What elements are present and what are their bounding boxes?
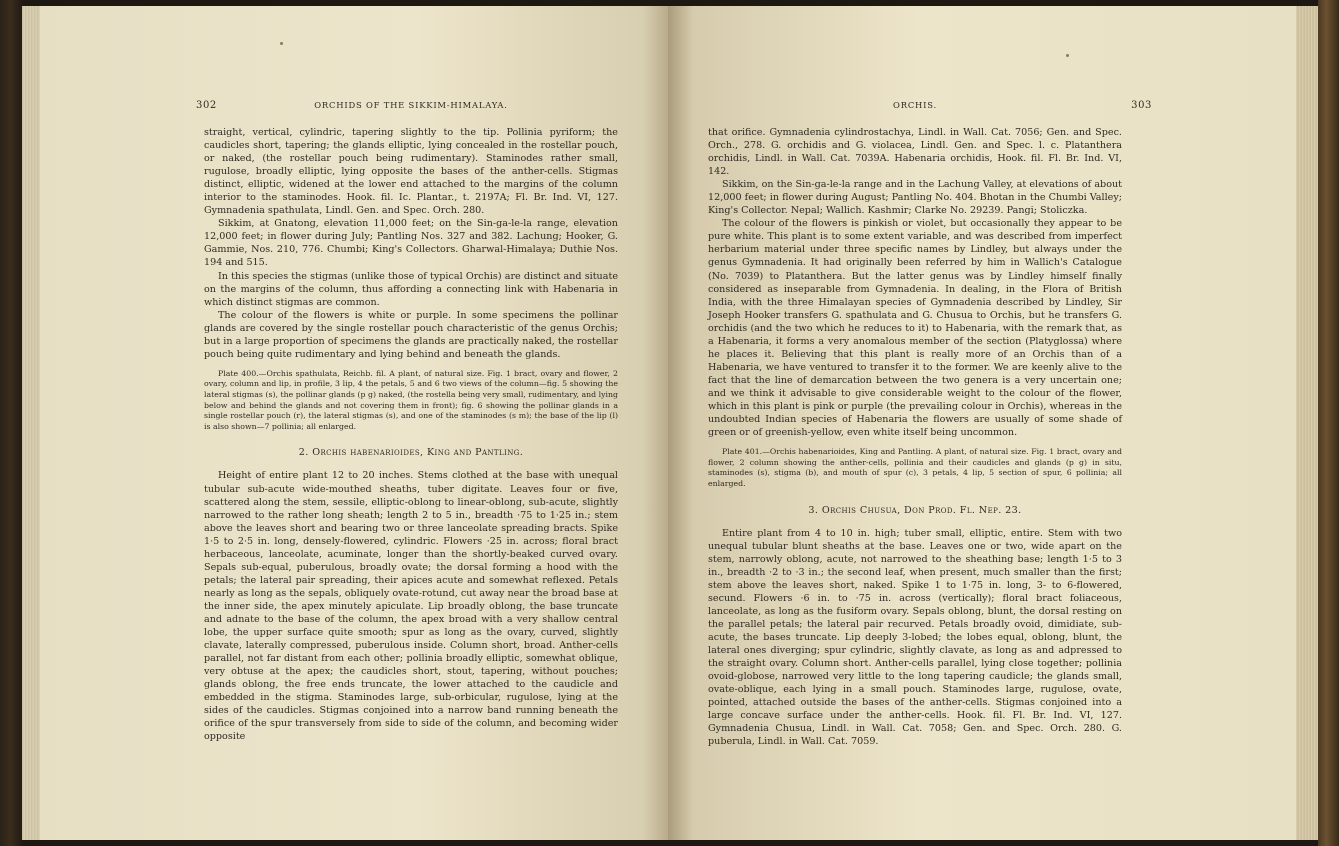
- paragraph: The colour of the flowers is white or purple. In some specimens the pollinar glands are covered by the single rostellar pouch characteristic of the genus Orchis; but in a large proportion of specimens the glands are practically naked, the rostellar pouch being quite rudimentary and lying behind and beneath the glands.: [204, 309, 618, 360]
- running-title-right: ORCHIS.: [893, 100, 937, 110]
- left-page-text: [204, 126, 618, 743]
- paragraph: that orifice. Gymnadenia cylindrostachya, Lindl. in Wall. Cat. 7056; Gen. and Spec. Orch., 278. G. orchidis and G. violacea, Lindl. Gen. and Spec. l. c. Platanthera orchidis, Lindl. in Wall. Cat. 7039A. Habenaria orchidis, Hook. fil. Fl. Br. Ind. VI, 142.: [708, 127, 1122, 178]
- right-page: [668, 6, 1296, 840]
- species-description: Height of entire plant 12 to 20 inches. Stems clothed at the base with unequal tubular sub-acute wide-mouthed sheaths, tuber digitate. Leaves four or five, scattered along the stem, sessile, elliptic-oblong to linear-oblong, sub-acute, slightly narrowed to the rather long sheath; length 2 to 5 in., breadth ·75 to 1·25 in.; stem above the leaves short and bearing two or three lanceolate spreading bracts. Spike 1·5 to 2·5 in. long, densely-flowered, cylindric. Flowers ·25 in. across; floral bract herbaceous, lanceolate, acuminate, longer than the shortly-beaked curved ovary. Sepals sub-equal, puberulous, broadly ovate; the dorsal forming a hood with the petals; the lateral pair spreading, their apices acute and somewhat reflexed. Petals nearly as long as the sepals, obliquely ovate-rotund, cut away near the broad base at the inner side, the apex minutely apiculate. Lip broadly oblong, the base truncate and adnate to the base of the column, the apex broad with a very shallow central lobe, the upper surface quite smooth; spur as long as the ovary, curved, slightly clavate, laterally compressed, puberulous inside. Column short, broad. Anther-cells parallel, not far distant from each other; pollinia broadly elliptic, somewhat oblique, very obtuse at the apex; the caudicles short, stout, tapering, without pouches; glands oblong, the free ends truncate, the lower attached to the caudicle and embedded in the stigma. Staminodes large, sub-orbicular, rugulose, lying at the sides of the caudicles. Stigmas conjoined into a narrow band running beneath the orifice of the spur transversely from side to side of the column, and becoming wider opposite: [204, 470, 618, 743]
- species-heading: 3. Orchis Chusua, Don Prod. Fl. Nep. 23.: [808, 504, 1022, 516]
- plate-caption: Plate 401.—Orchis habenarioides, King and Pantling. A plant, of natural size. Fig. 1 bract, ovary and flower, 2 column showing the anther-cells, pollinia and their caudicles and glands (p g) in situ, staminodes (s), stigma (b), and mouth of spur (c), 3 petals, 4 lip, 5 section of spur, 6 pollinia; all enlarged.: [708, 447, 1122, 488]
- paragraph: straight, vertical, cylindric, tapering slightly to the tip. Pollinia pyriform; the caudicles short, tapering; the glands elliptic, lying concealed in the rostellar pouch, or naked, (the rostellar pouch being rudimentary). Staminodes rather small, rugulose, broadly elliptic, lying opposite the bases of the anther-cells. Stigmas distinct, elliptic, widened at the lower end attached to the margins of the column interior to the staminodes. Hook. fil. Ic. Plantar., t. 2197A; Fl. Br. Ind. VI, 127. Gymnadenia spathulata, Lindl. Gen. and Spec. Orch. 280.: [204, 127, 618, 217]
- plate-caption: Plate 400.—Orchis spathulata, Reichb. fil. A plant, of natural size. Fig. 1 bract, ovary and flower, 2 ovary, column and lip, in profile, 3 lip, 4 the petals, 5 and 6 two views of the column—fig. 5 showing the lateral stigmas (s), the pollinar glands (p g) naked, (the rostella being very small, rudimentary, and lying below and behind the glands and not covering them in front); fig. 6 showing the pollinar glands in a single rostellar pouch (r), the lateral stigmas (s), and one of the staminodes (s m); the base of the lip (l) is also shown—7 pollinia; all enlarged.: [204, 368, 618, 431]
- foxing-spot: [1066, 54, 1069, 57]
- species-heading: 2. Orchis habenarioides, King and Pantling.: [298, 447, 524, 459]
- page-edges-left: [22, 6, 40, 840]
- paragraph: In this species the stigmas (unlike those of typical Orchis) are distinct and situate on the margins of the column, thus affording a connecting link with Habenaria in which distinct stigmas are common.: [204, 270, 618, 308]
- page-edges-right: [1296, 6, 1318, 840]
- paragraph: Sikkim, at Gnatong, elevation 11,000 feet; on the Sin-ga-le-la range, elevation 12,000 feet; in flower during July; Pantling Nos. 327 and 382. Lachung; Hooker, G. Gammie, Nos. 210, 776. Chumbi; King's Collectors. Gharwal-Himalaya; Duthie Nos. 194 and 515.: [204, 218, 618, 269]
- paragraph: The colour of the flowers is pinkish or violet, but occasionally they appear to be pure white. This plant is to some extent variable, and was described from imperfect herbarium material under three specific names by Lindley, but always under the genus Gymnadenia. It had originally been referred by him in Wallich's Catalogue (No. 7039) to Platanthera. But the latter genus was by Lindley himself finally considered as inseparable from Gymnadenia. In dealing, in the Flora of British India, with the three Himalayan species of Gymnadenia described by Lindley, Sir Joseph Hooker transfers G. spathulata and G. Chusua to Orchis, but he transfers G. orchidis (and the two which he reduces to it) to Habenaria, with the remark that, as a Habenaria, it forms a very anomalous member of the section (Platyglossa) where he places it. Believing that this plant is really more of an Orchis than of a Habenaria, we have ventured to transfer it to the former. We are keenly alive to the fact that the line of demarcation between the two genera is a very uncertain one; and we think it advisable to give considerable weight to the colour of the flower, which in this plant is pink or purple (the prevailing colour in Orchis), whereas in the undoubted Indian species of Habenaria the flowers are usually of some shade of green or of greenish-yellow, even white itself being uncommon.: [708, 218, 1122, 439]
- right-page-text: [708, 126, 1122, 748]
- left-page: [40, 6, 668, 840]
- running-title-left: ORCHIDS OF THE SIKKIM-HIMALAYA.: [314, 100, 508, 110]
- species-description: Entire plant from 4 to 10 in. high; tuber small, elliptic, entire. Stem with two unequal tubular blunt sheaths at the base. Leaves one or two, wide apart on the stem, narrowly oblong, acute, not narrowed to the sheathing base; length 1·5 to 3 in., breadth ·2 to ·3 in.; the second leaf, when present, much smaller than the first; stem above the leaves short, naked. Spike 1 to 1·75 in. long, 3- to 6-flowered, secund. Flowers ·6 in. to ·75 in. across (vertically); floral bract foliaceous, lanceolate, as long as the fusiform ovary. Sepals oblong, blunt, the dorsal resting on the parallel petals; the lateral pair recurved. Petals broadly ovoid, dimidiate, sub-acute, the bases truncate. Lip deeply 3-lobed; the lobes equal, oblong, blunt, the lateral ones diverging; spur cylindric, slightly clavate, as long as and adpressed to the straight ovary. Column short. Anther-cells parallel, lying close together; pollinia ovoid-globose, narrowed very little to the long tapering caudicle; the glands small, ovate-oblique, each lying in a small pouch. Staminodes large, rugulose, ovate, pointed, attached outside the bases of the anther-cells. Stigmas conjoined into a large concave surface under the anther-cells. Hook. fil. Fl. Br. Ind. VI, 127. Gymnadenia Chusua, Lindl. in Wall. Cat. 7058; Gen. and Spec. Orch. 280. G. puberula, Lindl. in Wall. Cat. 7059.: [708, 527, 1122, 748]
- foxing-spot: [280, 42, 283, 45]
- book-cover-edge: [1318, 0, 1339, 846]
- paragraph: Sikkim, on the Sin-ga-le-la range and in the Lachung Valley, at elevations of about 12,000 feet; in flower during August; Pantling No. 404. Bhotan in the Chumbi Valley; King's Collector. Nepal; Wallich. Kashmir; Clarke No. 29239. Pangi; Stoliczka.: [708, 179, 1122, 217]
- page-number-right: 303: [1131, 100, 1152, 111]
- page-number-left: 302: [196, 100, 217, 111]
